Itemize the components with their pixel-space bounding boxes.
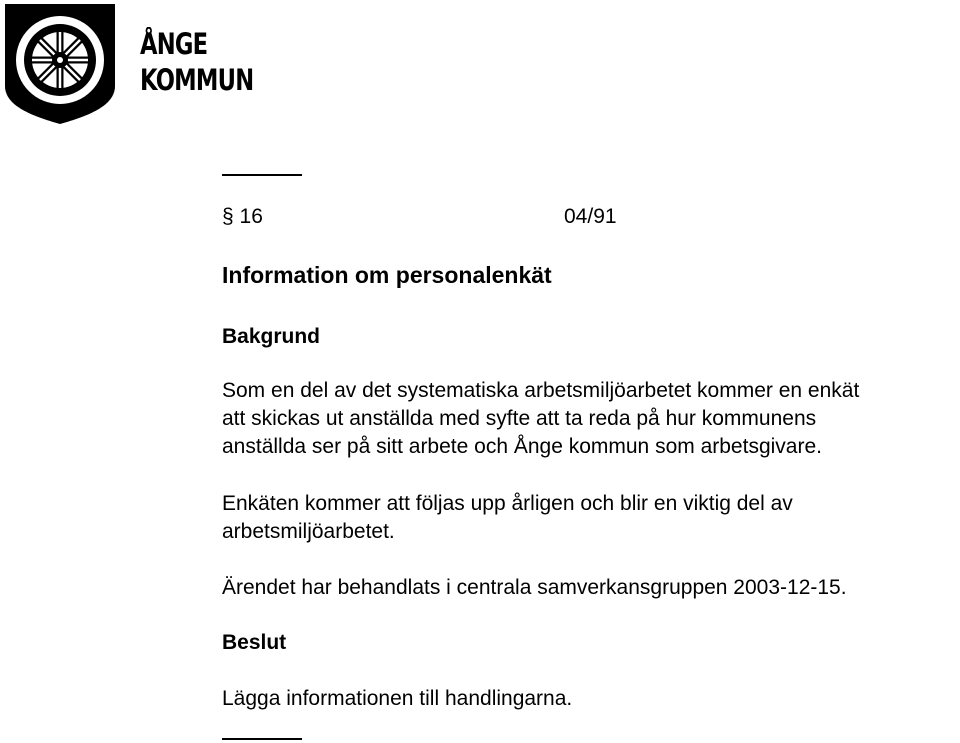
processed-line: Ärendet har behandlats i centrala samverkansgruppen 2003-12-15. <box>222 576 847 599</box>
followup-line: arbetsmiljöarbetet. <box>222 520 395 543</box>
section-number: § 16 <box>222 205 263 228</box>
background-line: att skickas ut anställda med syfte att ta reda på hur kommunens <box>222 407 817 430</box>
followup-line: Enkäten kommer att följas upp årligen och blir en viktig del av <box>222 492 793 515</box>
organization-name <box>140 26 253 98</box>
organization-name-line1: ÅNGE <box>140 27 208 61</box>
background-line: Som en del av det systematiska arbetsmiljöarbetet kommer en enkät <box>222 379 860 402</box>
decision-heading: Beslut <box>222 631 287 654</box>
section-date: 04/91 <box>564 205 617 228</box>
document-title: Information om personalenkät <box>222 262 552 288</box>
top-divider <box>222 174 302 176</box>
wheel-crest-icon <box>2 2 118 126</box>
organization-name-line2: KOMMUN <box>140 63 254 97</box>
decision-text: Lägga informationen till handlingarna. <box>222 687 573 710</box>
background-heading: Bakgrund <box>222 325 321 348</box>
bottom-divider <box>222 738 302 740</box>
background-line: anställda ser på sitt arbete och Ånge kommun som arbetsgivare. <box>222 435 822 458</box>
